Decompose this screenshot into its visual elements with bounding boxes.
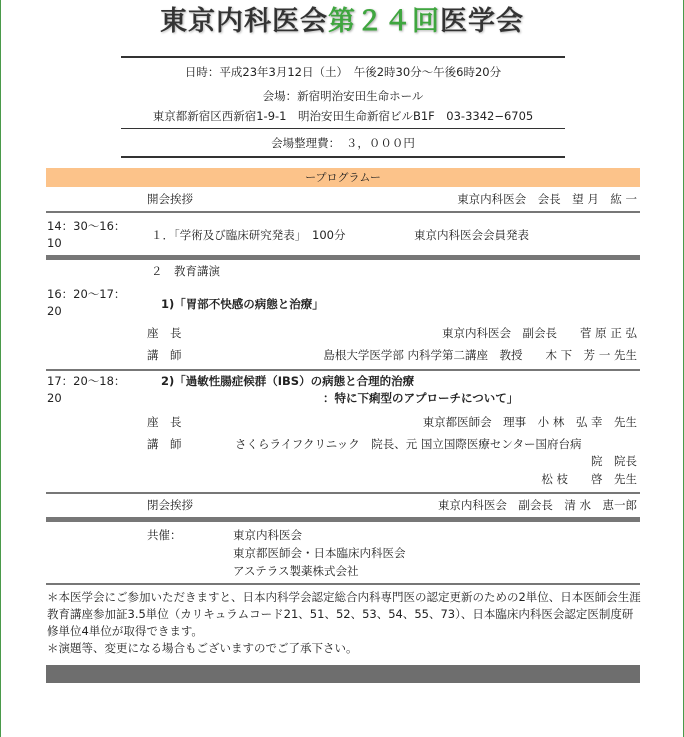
session3-lecturer-label: 講 師	[147, 437, 182, 451]
session2-time: 16：20〜17：20	[47, 287, 126, 318]
session3-lecturer-affiliation: さくらライフクリニック 院長、元 国立国際医療センター国府台病	[235, 437, 582, 451]
sponsor-item: 東京内科医会	[233, 528, 302, 542]
divider	[46, 583, 640, 585]
session2-heading: ２ 教育講演	[151, 264, 220, 278]
program-header: ープログラムー	[46, 168, 640, 187]
session3-time: 17：20〜18：20	[47, 374, 126, 405]
divider	[46, 255, 640, 260]
event-venue: 会場：新宿明治安田生命ホール	[262, 89, 424, 103]
session3-lecture-title: 2)「過敏性腸症候群（IBS）の病態と合理的治療	[161, 374, 415, 388]
session3-lecturer-name: 松 枝 啓 先生	[541, 472, 637, 486]
session2-lecturer: 島根大学医学部 内科学第二講座 教授 木 下 芳 一 先生	[323, 348, 637, 362]
footer-bar	[46, 665, 640, 683]
event-datetime: 日時：平成23年3月12日（土） 午後2時30分〜午後6時20分	[184, 65, 502, 79]
event-address: 東京都新宿区西新宿1-9-1 明治安田生命新宿ビルB1F 03-3342−6705	[152, 109, 534, 123]
title-number: 第２４回	[328, 6, 440, 37]
note-changes: ＊演題等、変更になる場合もございますのでご了承下さい。	[47, 641, 358, 655]
opening-label: 開会挨拶	[147, 192, 193, 206]
title-suffix: 医学会	[440, 6, 524, 37]
session2-lecture-title: 1)「胃部不快感の病態と治療」	[161, 297, 324, 311]
session2-chair-label: 座 長	[147, 326, 182, 340]
title-org: 東京内科医会	[160, 6, 328, 37]
session2-lecturer-label: 講 師	[147, 348, 182, 362]
session1-time: 14：30〜16：10	[47, 219, 126, 250]
divider	[46, 369, 640, 371]
event-fee: 会場整理費： ３，０００円	[271, 136, 415, 150]
sponsor-item: アステラス製薬株式会社	[233, 564, 359, 578]
divider	[46, 517, 640, 522]
session1-presenter: 東京内科医会会員発表	[414, 228, 529, 242]
session3-lecturer-affiliation-cont: 院 院長	[591, 454, 637, 468]
page-title	[1, 4, 683, 40]
info-divider	[121, 128, 565, 129]
session2-chair: 東京内科医会 副会長 菅 原 正 弘	[442, 326, 637, 340]
notes	[47, 589, 641, 657]
divider	[46, 211, 640, 213]
closing-label: 閉会挨拶	[147, 498, 193, 512]
event-info	[121, 56, 565, 158]
opening-speaker: 東京内科医会 会長 望 月 紘 一	[457, 192, 637, 206]
sponsors-label: 共催：	[147, 528, 182, 542]
sponsor-item: 東京都医師会・日本臨床内科医会	[233, 546, 406, 560]
session3-chair-label: 座 長	[147, 415, 182, 429]
closing-speaker: 東京内科医会 副会長 清 水 恵一郎	[437, 498, 637, 512]
session3-chair: 東京都医師会 理事 小 林 弘 幸 先生	[422, 415, 637, 429]
note-credits: ＊本医学会にご参加いただきますと、日本内科学会認定総合内科専門医の認定更新のための2単位、日本医師会生涯教育講座参加証3.5単位（カリキュラムコード21、51、52、53、54、55、73）、日本臨床内科医会認定医制度研修単位4単位が取得できます。	[47, 590, 641, 638]
divider	[46, 492, 640, 494]
session3-lecture-subtitle: ：特に下痢型のアプローチについて」	[323, 391, 519, 405]
session1-title: １．「学術及び臨床研究発表」 100分	[151, 228, 346, 242]
